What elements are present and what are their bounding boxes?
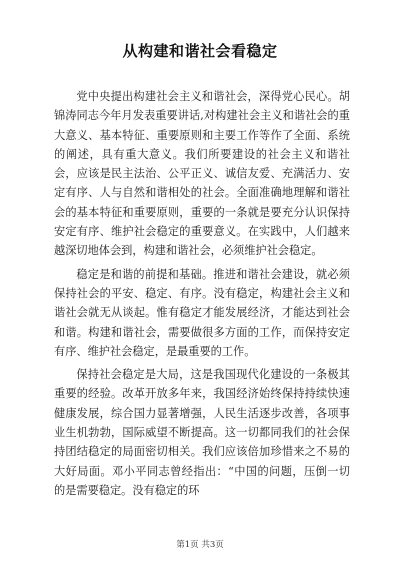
paragraph-1: 党中央提出构建社会主义和谐社会，深得党心民心。胡锦涛同志今年月发表重要讲话,对构建社会主义和谐社会的重大意义、基本特征、重要原则和主要工作等作了全面、系统的阐述，具有重大意义。我们所要建设的社会主义和谐社会，应该是民主法治、公平正义、诚信友爱、充满活力、安定有序、人与自然和谐相处的社会。全面准确地理解和谐社会的基本特征和重要原则，重要的一条就是要充分认识保持安定有序、维护社会稳定的重要意义。在实践中，人们越来越深切地体会到，构建和谐社会，必须维护社会稳定。 [54, 90, 350, 258]
paragraph-3: 保持社会稳定是大局，这是我国现代化建设的一条极其重要的经验。改革开放多年来，我国经济始终保持持续快速健康发展，综合国力显著增强，人民生活逐步改善，各项事业生机勃勃，国际威望不断提高。这一切都同我们的社会保持团结稳定的局面密切相关。我们应该倍加珍惜来之不易的大好局面。邓小平同志曾经指出：“中国的问题，压倒一切的是需要稳定。没有稳定的环 [54, 368, 350, 497]
document-body [54, 87, 350, 500]
document-title: 从构建和谐社会看稳定 [122, 42, 278, 60]
page-number-footer: 第1页 共3页 [176, 540, 224, 550]
paragraph-2: 稳定是和谐的前提和基础。推进和谐社会建设，就必须保持社会的平安、稳定、有序。没有稳定，构建社会主义和谐社会就无从谈起。惟有稳定才能发展经济，才能达到社会和谐。构建和谐社会，需要做很多方面的工作，而保持安定有序、维护社会稳定，是最重要的工作。 [54, 267, 350, 358]
